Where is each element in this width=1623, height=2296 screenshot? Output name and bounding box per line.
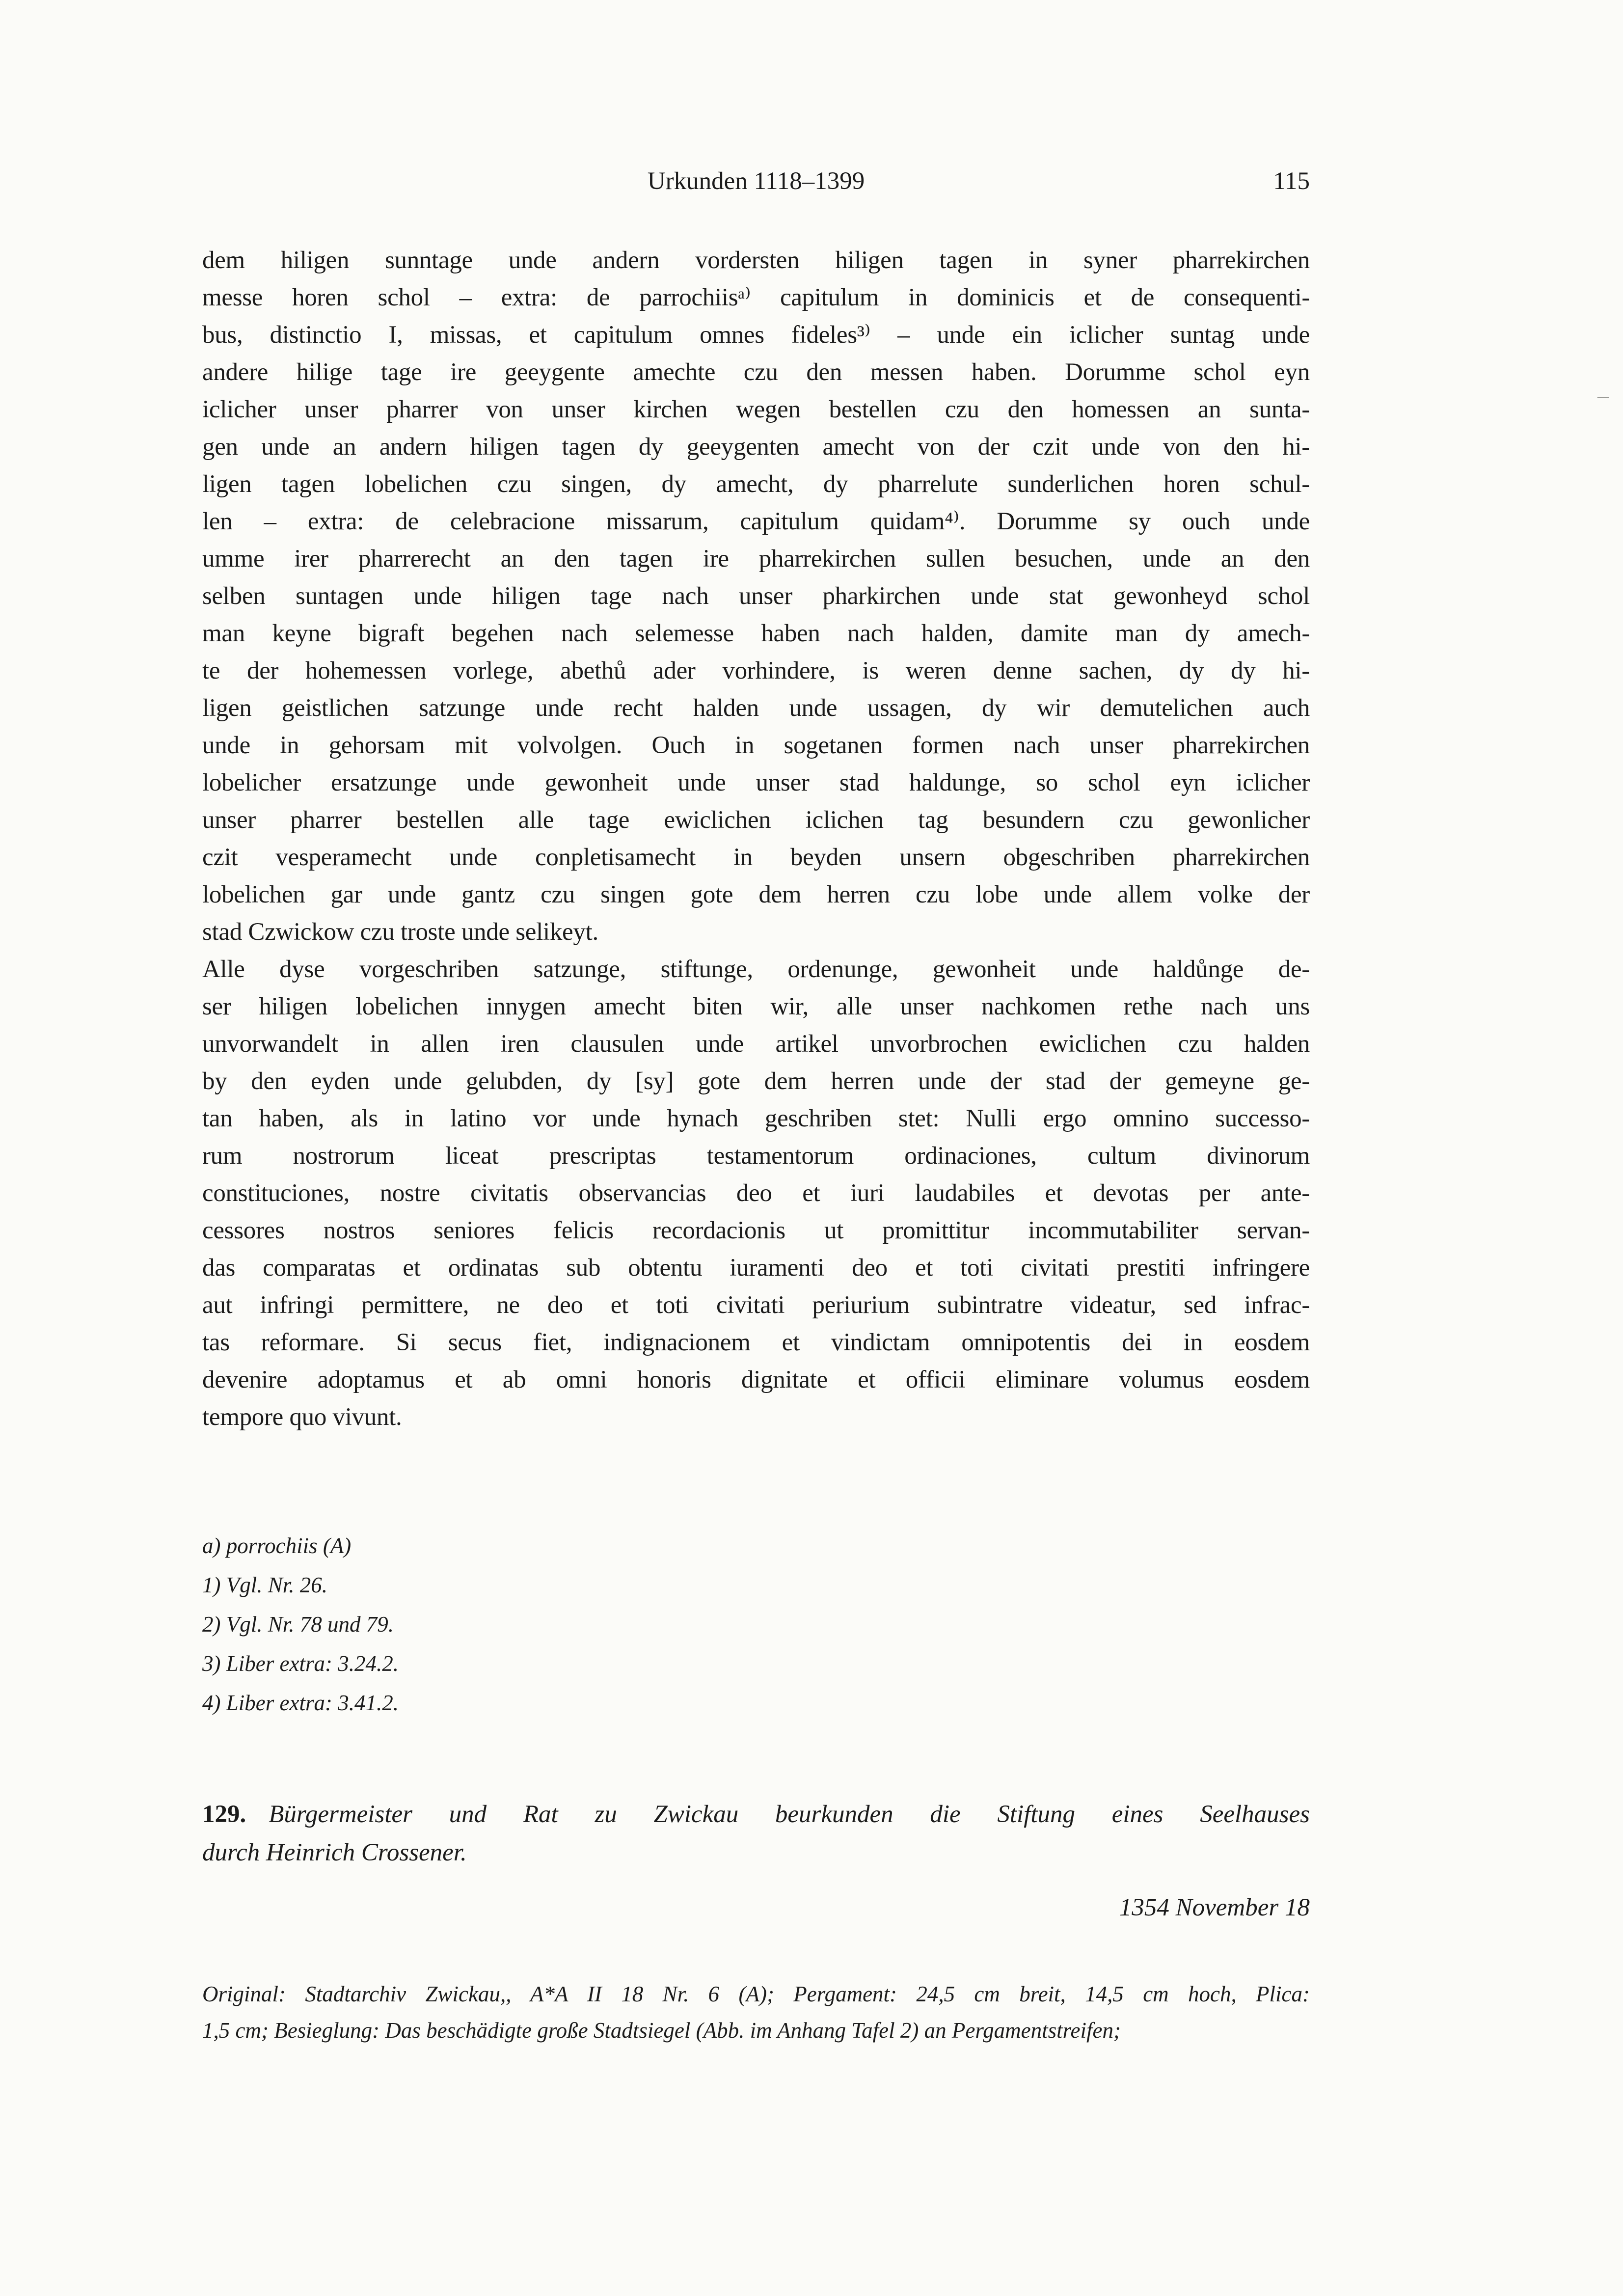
charter-entry-129 <box>202 1795 1310 1872</box>
text-line: stad Czwickow czu troste unde selikeyt. <box>202 918 598 946</box>
text-line: bus, distinctio I, missas, et capitulum omnes fideles³⁾ – unde ein iclicher suntag unde <box>202 321 1310 349</box>
text-line: man keyne bigraft begehen nach selemesse haben nach halden, damite man dy amech- <box>202 620 1310 647</box>
text-line: unser pharrer bestellen alle tage ewiclichen iclichen tag besundern czu gewonlicher <box>202 806 1310 834</box>
entry-number: 129. <box>202 1801 246 1828</box>
footnote-line: 4) Liber extra: 3.41.2. <box>202 1691 399 1715</box>
page-header <box>202 167 1310 202</box>
text-line: ligen geistlichen satzunge unde recht halden unde ussagen, dy wir demutelichen auch <box>202 694 1310 722</box>
provenance-line: Original: Stadtarchiv Zwickau,, A*A II 18 Nr. 6 (A); Pergament: 24,5 cm breit, 14,5 cm hoch, Plica: <box>202 1982 1310 2006</box>
text-line: selben suntagen unde hiligen tage nach unser pharkirchen unde stat gewonheyd schol <box>202 582 1310 610</box>
page-number: 115 <box>1273 167 1310 195</box>
text-line: unde in gehorsam mit volvolgen. Ouch in sogetanen formen nach unser pharrekirchen <box>202 732 1310 759</box>
text-line: iclicher unser pharrer von unser kirchen wegen bestellen czu den homessen an sunta- <box>202 396 1310 423</box>
main-text <box>202 242 1310 1436</box>
text-line: unvorwandelt in allen iren clausulen unde artikel unvorbrochen ewiclichen czu halden <box>202 1030 1310 1058</box>
text-line: dem hiligen sunntage unde andern vordersten hiligen tagen in syner pharrekirchen <box>202 246 1310 274</box>
text-line: andere hilige tage ire geeygente amechte czu den messen haben. Dorumme schol eyn <box>202 358 1310 386</box>
text-line: czit vesperamecht unde conpletisamecht in beyden unsern obgeschriben pharrekirchen <box>202 844 1310 871</box>
footnotes <box>202 1526 1310 1722</box>
text-line: tempore quo vivunt. <box>202 1403 402 1431</box>
text-line: lobelichen gar unde gantz czu singen gote dem herren czu lobe unde allem volke der <box>202 881 1310 908</box>
text-line: tas reformare. Si secus fiet, indignacionem et vindictam omnipotentis dei in eosdem <box>202 1329 1310 1356</box>
margin-pencil-mark: – <box>1597 383 1609 408</box>
text-line: cessores nostros seniores felicis recordacionis ut promittitur incommutabiliter servan- <box>202 1217 1310 1244</box>
footnote-line: 2) Vgl. Nr. 78 und 79. <box>202 1612 394 1637</box>
footnote-line: a) porrochiis (A) <box>202 1533 352 1558</box>
text-line: te der hohemessen vorlege, abethů ader vorhindere, is weren denne sachen, dy dy hi- <box>202 657 1310 684</box>
text-line: das comparatas et ordinatas sub obtentu iuramenti deo et toti civitati prestiti infringere <box>202 1254 1310 1282</box>
text-line: devenire adoptamus et ab omni honoris dignitate et officii eliminare volumus eosdem <box>202 1366 1310 1394</box>
text-line: rum nostrorum liceat prescriptas testamentorum ordinaciones, cultum divinorum <box>202 1142 1310 1170</box>
entry-summary-line <box>202 1795 1310 1833</box>
text-line: messe horen schol – extra: de parrochiisᵃ⁾ capitulum in dominicis et de consequenti- <box>202 284 1310 311</box>
text-line: umme irer pharrerecht an den tagen ire pharrekirchen sullen besuchen, unde an den <box>202 545 1310 573</box>
text-line: gen unde an andern hiligen tagen dy geeygenten amecht von der czit unde von den hi- <box>202 433 1310 461</box>
entry-date: 1354 November 18 <box>1119 1894 1310 1921</box>
text-line: lobelicher ersatzunge unde gewonheit unde unser stad haldunge, so schol eyn iclicher <box>202 769 1310 796</box>
footnote-line: 3) Liber extra: 3.24.2. <box>202 1651 399 1676</box>
text-line: ser hiligen lobelichen innygen amecht biten wir, alle unser nachkomen rethe nach uns <box>202 993 1310 1020</box>
provenance-line: 1,5 cm; Besieglung: Das beschädigte große Stadtsiegel (Abb. im Anhang Tafel 2) an Pergamentstreifen; <box>202 2018 1121 2043</box>
footnote-line: 1) Vgl. Nr. 26. <box>202 1573 328 1597</box>
entry-summary-text: Bürgermeister und Rat zu Zwickau beurkunden die Stiftung eines Seelhauses <box>269 1801 1310 1828</box>
provenance-note <box>202 1976 1310 2049</box>
text-line: tan haben, als in latino vor unde hynach geschriben stet: Nulli ergo omnino successo- <box>202 1105 1310 1132</box>
running-title: Urkunden 1118–1399 <box>647 167 865 195</box>
text-line: constituciones, nostre civitatis observancias deo et iuri laudabiles et devotas per ante- <box>202 1179 1310 1207</box>
text-line: aut infringi permittere, ne deo et toti civitati periurium subintratre videatur, sed infrac- <box>202 1291 1310 1319</box>
text-line: len – extra: de celebracione missarum, capitulum quidam⁴⁾. Dorumme sy ouch unde <box>202 508 1310 535</box>
text-line: Alle dyse vorgeschriben satzunge, stiftunge, ordenunge, gewonheit unde haldůnge de- <box>202 956 1310 983</box>
text-line: by den eyden unde gelubden, dy [sy] gote dem herren unde der stad der gemeyne ge- <box>202 1067 1310 1095</box>
entry-summary-line: durch Heinrich Crossener. <box>202 1839 467 1866</box>
text-line: ligen tagen lobelichen czu singen, dy amecht, dy pharrelute sunderlichen horen schul- <box>202 470 1310 498</box>
